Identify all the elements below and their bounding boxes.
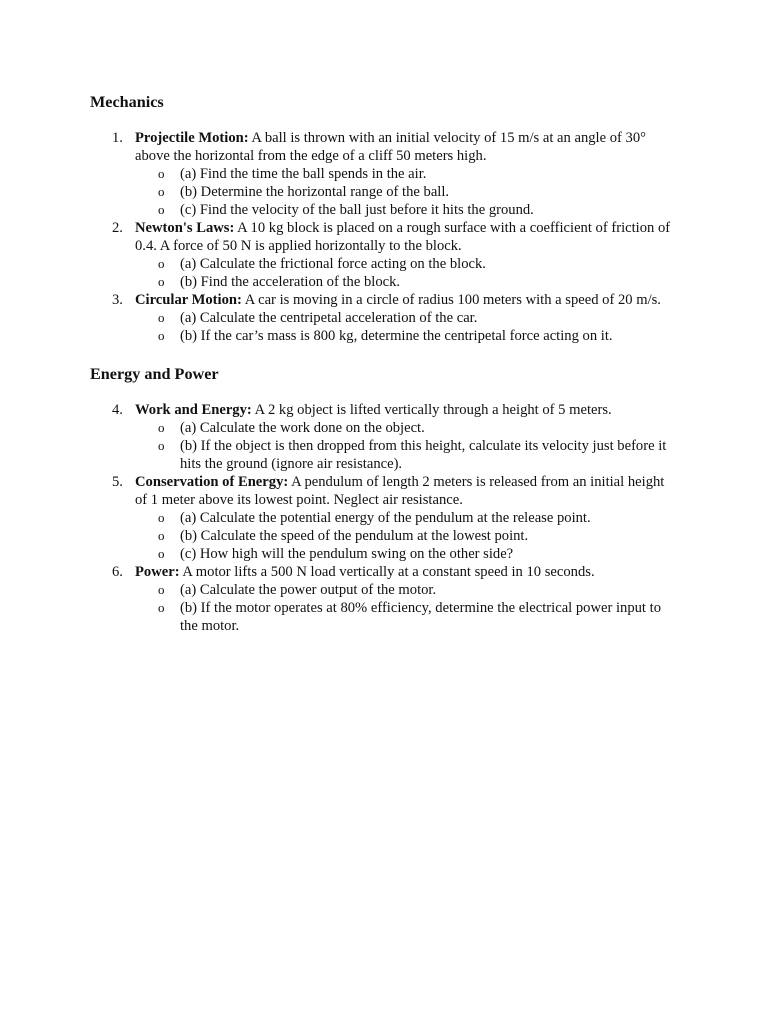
sub-question	[90, 599, 680, 635]
problem-text	[135, 291, 680, 309]
problem-5	[90, 473, 680, 509]
problem-body: A 10 kg block is placed on a rough surface with a coefficient of friction of 0.4. A force of 50 N is applied horizontally to the block.	[135, 220, 671, 254]
bullet-icon: o	[158, 184, 165, 199]
problem-text	[135, 401, 680, 419]
problem-number: 5.	[112, 474, 123, 490]
bullet-icon: o	[158, 600, 165, 615]
problem-body: A ball is thrown with an initial velocity of 15 m/s at an angle of 30° above the horizontal from the edge of a cliff 50 meters high.	[135, 130, 646, 164]
sub-question	[90, 581, 680, 599]
sub-question-text: (a) Calculate the power output of the motor.	[180, 582, 437, 598]
sub-question-text: (c) How high will the pendulum swing on the other side?	[180, 546, 514, 562]
bullet-icon: o	[158, 202, 165, 217]
section-title-energy-and-power: Energy and Power	[90, 365, 219, 383]
bullet-icon: o	[158, 256, 165, 271]
sub-question-text: (b) Calculate the speed of the pendulum at the lowest point.	[180, 528, 529, 544]
sub-question	[90, 201, 680, 219]
sub-question	[90, 183, 680, 201]
sub-question-text: (b) If the motor operates at 80% efficiency, determine the electrical power input to the motor.	[180, 600, 661, 634]
document-page	[90, 92, 680, 635]
section-title-mechanics: Mechanics	[90, 93, 164, 111]
sub-question-text: (a) Calculate the potential energy of the pendulum at the release point.	[180, 510, 591, 526]
problem-number: 3.	[112, 292, 123, 308]
problem-3	[90, 291, 680, 309]
sub-question	[90, 437, 680, 473]
problem-number: 2.	[112, 220, 123, 236]
problem-1	[90, 129, 680, 165]
problem-heading: Newton's Laws:	[135, 220, 235, 236]
sub-question	[90, 527, 680, 545]
problem-number: 1.	[112, 130, 123, 146]
problem-4	[90, 401, 680, 419]
sub-question-text: (a) Calculate the work done on the object.	[180, 420, 425, 436]
problem-body: A car is moving in a circle of radius 100 meters with a speed of 20 m/s.	[241, 292, 661, 308]
problem-heading: Power:	[135, 564, 180, 580]
problem-body: A motor lifts a 500 N load vertically at a constant speed in 10 seconds.	[179, 564, 595, 580]
bullet-icon: o	[158, 420, 165, 435]
sub-question-text: (c) Find the velocity of the ball just before it hits the ground.	[180, 202, 534, 218]
sub-question	[90, 327, 680, 345]
sub-question-text: (a) Find the time the ball spends in the air.	[180, 166, 427, 182]
problem-body: A 2 kg object is lifted vertically through a height of 5 meters.	[251, 402, 612, 418]
bullet-icon: o	[158, 274, 165, 289]
bullet-icon: o	[158, 582, 165, 597]
sub-question	[90, 309, 680, 327]
problem-text	[135, 563, 680, 581]
sub-question	[90, 255, 680, 273]
bullet-icon: o	[158, 528, 165, 543]
sub-question	[90, 509, 680, 527]
sub-question-text: (b) Find the acceleration of the block.	[180, 274, 401, 290]
sub-question-text: (b) If the car’s mass is 800 kg, determine the centripetal force acting on it.	[180, 328, 613, 344]
problem-text	[135, 219, 680, 255]
problem-6	[90, 563, 680, 581]
sub-question-text: (b) If the object is then dropped from this height, calculate its velocity just before it hits the ground (ignore air resistance).	[180, 438, 667, 472]
problem-2	[90, 219, 680, 255]
bullet-icon: o	[158, 438, 165, 453]
bullet-icon: o	[158, 166, 165, 181]
problem-text	[135, 473, 680, 509]
problem-heading: Work and Energy:	[135, 402, 252, 418]
bullet-icon: o	[158, 328, 165, 343]
problem-heading: Projectile Motion:	[135, 130, 249, 146]
problem-body: A pendulum of length 2 meters is released from an initial height of 1 meter above its lowest point. Neglect air resistance.	[135, 474, 665, 508]
bullet-icon: o	[158, 510, 165, 525]
sub-question	[90, 419, 680, 437]
problem-number: 6.	[112, 564, 123, 580]
problem-text	[135, 129, 680, 165]
sub-question-text: (a) Calculate the centripetal acceleration of the car.	[180, 310, 478, 326]
sub-question	[90, 273, 680, 291]
bullet-icon: o	[158, 546, 165, 561]
sub-question	[90, 545, 680, 563]
sub-question	[90, 165, 680, 183]
bullet-icon: o	[158, 310, 165, 325]
problem-number: 4.	[112, 402, 123, 418]
sub-question-text: (b) Determine the horizontal range of the ball.	[180, 184, 450, 200]
problem-heading: Circular Motion:	[135, 292, 242, 308]
sub-question-text: (a) Calculate the frictional force acting on the block.	[180, 256, 486, 272]
problem-heading: Conservation of Energy:	[135, 474, 289, 490]
